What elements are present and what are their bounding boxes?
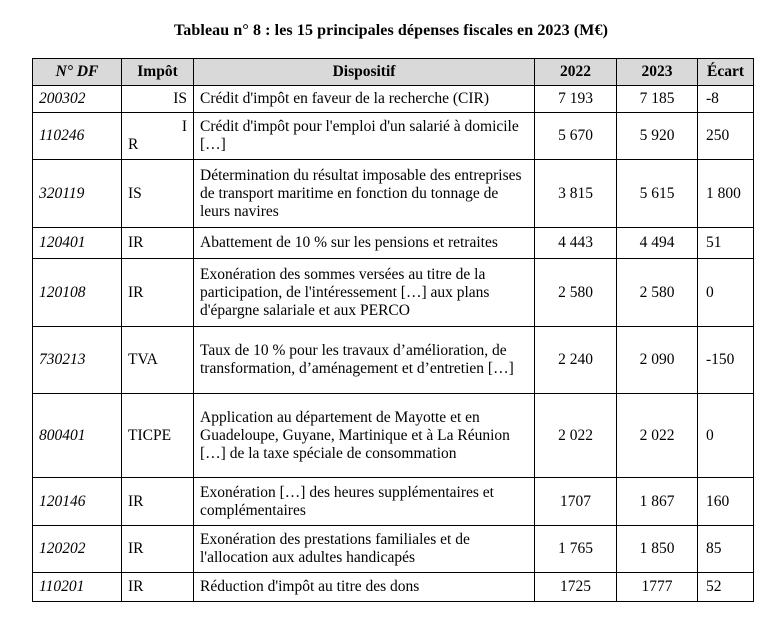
header-ecart: Écart — [698, 59, 754, 86]
cell-ndf: 800401 — [33, 394, 122, 478]
table-title: Tableau n° 8 : les 15 principales dépenses fiscales en 2023 (M€) — [174, 22, 608, 39]
cell-2022: 2 022 — [535, 394, 617, 478]
cell-ndf: 110201 — [33, 573, 122, 602]
cell-dispositif: Exonération des sommes versées au titre de la participation, de l'intéressement […] aux plans d'épargne salariale et aux PERCO — [194, 259, 535, 327]
cell-2022: 5 670 — [535, 113, 617, 160]
cell-ecart: 51 — [698, 228, 754, 259]
cell-2023: 5 920 — [617, 113, 698, 160]
table-row — [33, 259, 754, 327]
cell-2022: 3 815 — [535, 160, 617, 228]
cell-ecart: -150 — [698, 327, 754, 394]
cell-ndf: 730213 — [33, 327, 122, 394]
header-row — [33, 59, 754, 86]
cell-impot: IR — [122, 526, 194, 573]
cell-2022: 4 443 — [535, 228, 617, 259]
cell-ecart: 160 — [698, 478, 754, 526]
table-row — [33, 327, 754, 394]
table-row — [33, 228, 754, 259]
cell-impot: IR — [122, 478, 194, 526]
cell-2023: 4 494 — [617, 228, 698, 259]
header-impot: Impôt — [122, 59, 194, 86]
table-row — [33, 573, 754, 602]
cell-dispositif: Réduction d'impôt au titre des dons — [194, 573, 535, 602]
cell-dispositif: Crédit d'impôt pour l'emploi d'un salarié à domicile […] — [194, 113, 535, 160]
table-row — [33, 394, 754, 478]
cell-impot: IR — [122, 573, 194, 602]
cell-2023: 2 090 — [617, 327, 698, 394]
cell-ndf: 110246 — [33, 113, 122, 160]
table-row — [33, 113, 754, 160]
cell-ndf: 120146 — [33, 478, 122, 526]
cell-dispositif: Crédit d'impôt en faveur de la recherche (CIR) — [194, 86, 535, 113]
cell-ecart: 1 800 — [698, 160, 754, 228]
header-dispositif: Dispositif — [194, 59, 535, 86]
table-row — [33, 478, 754, 526]
cell-2022: 2 580 — [535, 259, 617, 327]
cell-dispositif: Taux de 10 % pour les travaux d’amélioration, de transformation, d’aménagement et d’entretien […] — [194, 327, 535, 394]
cell-2022: 2 240 — [535, 327, 617, 394]
cell-impot: IS — [122, 86, 194, 113]
cell-ndf: 120108 — [33, 259, 122, 327]
cell-impot — [122, 113, 194, 160]
cell-ecart: 0 — [698, 394, 754, 478]
cell-dispositif: Exonération des prestations familiales et de l'allocation aux adultes handicapés — [194, 526, 535, 573]
cell-2023: 2 580 — [617, 259, 698, 327]
cell-ndf: 320119 — [33, 160, 122, 228]
cell-2022: 1707 — [535, 478, 617, 526]
cell-2023: 5 615 — [617, 160, 698, 228]
cell-2023: 1 867 — [617, 478, 698, 526]
cell-ecart: -8 — [698, 86, 754, 113]
cell-ndf: 120401 — [33, 228, 122, 259]
cell-ecart: 250 — [698, 113, 754, 160]
table-row — [33, 526, 754, 573]
cell-2022: 1725 — [535, 573, 617, 602]
fiscal-expenditure-table — [32, 58, 754, 602]
cell-2023: 2 022 — [617, 394, 698, 478]
cell-ecart: 52 — [698, 573, 754, 602]
cell-impot: IS — [122, 160, 194, 228]
table-row — [33, 160, 754, 228]
cell-2023: 7 185 — [617, 86, 698, 113]
cell-impot: IR — [122, 228, 194, 259]
cell-impot-part-top: I — [181, 118, 187, 135]
cell-2022: 7 193 — [535, 86, 617, 113]
cell-impot-part-bottom: R — [128, 136, 139, 153]
cell-ecart: 85 — [698, 526, 754, 573]
cell-2022: 1 765 — [535, 526, 617, 573]
cell-2023: 1 850 — [617, 526, 698, 573]
header-ndf: N° DF — [33, 59, 122, 86]
cell-dispositif: Exonération […] des heures supplémentaires et complémentaires — [194, 478, 535, 526]
header-2023: 2023 — [617, 59, 698, 86]
cell-impot: IR — [122, 259, 194, 327]
cell-ndf: 200302 — [33, 86, 122, 113]
cell-dispositif: Détermination du résultat imposable des entreprises de transport maritime en fonction du tonnage de leurs navires — [194, 160, 535, 228]
cell-dispositif: Abattement de 10 % sur les pensions et retraites — [194, 228, 535, 259]
cell-ecart: 0 — [698, 259, 754, 327]
cell-impot: TVA — [122, 327, 194, 394]
cell-dispositif: Application au département de Mayotte et en Guadeloupe, Guyane, Martinique et à La Réunion […] de la taxe spéciale de consommation — [194, 394, 535, 478]
cell-2023: 1777 — [617, 573, 698, 602]
header-2022: 2022 — [535, 59, 617, 86]
cell-ndf: 120202 — [33, 526, 122, 573]
table-row — [33, 86, 754, 113]
cell-impot: TICPE — [122, 394, 194, 478]
